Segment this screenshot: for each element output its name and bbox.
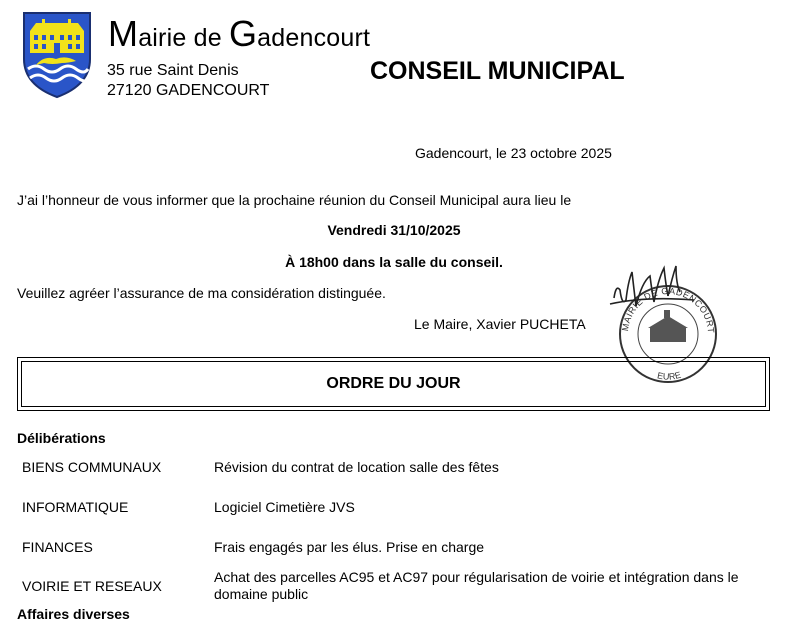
- address-street: 35 rue Saint Denis: [107, 62, 239, 79]
- page-title: CONSEIL MUNICIPAL: [370, 57, 625, 85]
- closing-text: Veuillez agréer l’assurance de ma considération distinguée.: [17, 285, 386, 301]
- agenda-description: Frais engagés par les élus. Prise en charge: [214, 539, 485, 555]
- agenda-description: Logiciel Cimetière JVS: [214, 499, 355, 515]
- address-city: 27120 GADENCOURT: [107, 82, 270, 99]
- mairie-name: Mairie de Gadencourt: [108, 13, 371, 54]
- agenda-title: ORDRE DU JOUR: [21, 361, 766, 407]
- meeting-date: Vendredi 31/10/2025: [327, 222, 461, 238]
- agenda-box: [17, 357, 770, 411]
- agenda-category: INFORMATIQUE: [22, 499, 129, 515]
- intro-text: J’ai l’honneur de vous informer que la prochaine réunion du Conseil Municipal aura lieu le: [17, 192, 572, 208]
- signature: [610, 266, 694, 306]
- agenda-category: VOIRIE ET RESEAUX: [22, 578, 162, 594]
- stamp-top-text: MAIRIE DE GADENCOURT: [619, 285, 717, 334]
- coat-of-arms-logo: [22, 11, 92, 99]
- agenda-description: Achat des parcelles AC95 et AC97 pour régularisation de voirie et intégration dans le domaine public: [214, 569, 739, 602]
- agenda-category: FINANCES: [22, 539, 93, 555]
- agenda-description: Révision du contrat de location salle des fêtes: [214, 459, 499, 475]
- agenda-category: BIENS COMMUNAUX: [22, 459, 162, 475]
- date-line: Gadencourt, le 23 octobre 2025: [415, 145, 612, 161]
- signatory: Le Maire, Xavier PUCHETA: [414, 316, 586, 332]
- meeting-time-place: À 18h00 dans la salle du conseil.: [285, 254, 503, 270]
- section-deliberations: Délibérations: [17, 430, 106, 446]
- stamp-bottom-text: EURE: [656, 369, 683, 382]
- section-other: Affaires diverses: [17, 606, 130, 622]
